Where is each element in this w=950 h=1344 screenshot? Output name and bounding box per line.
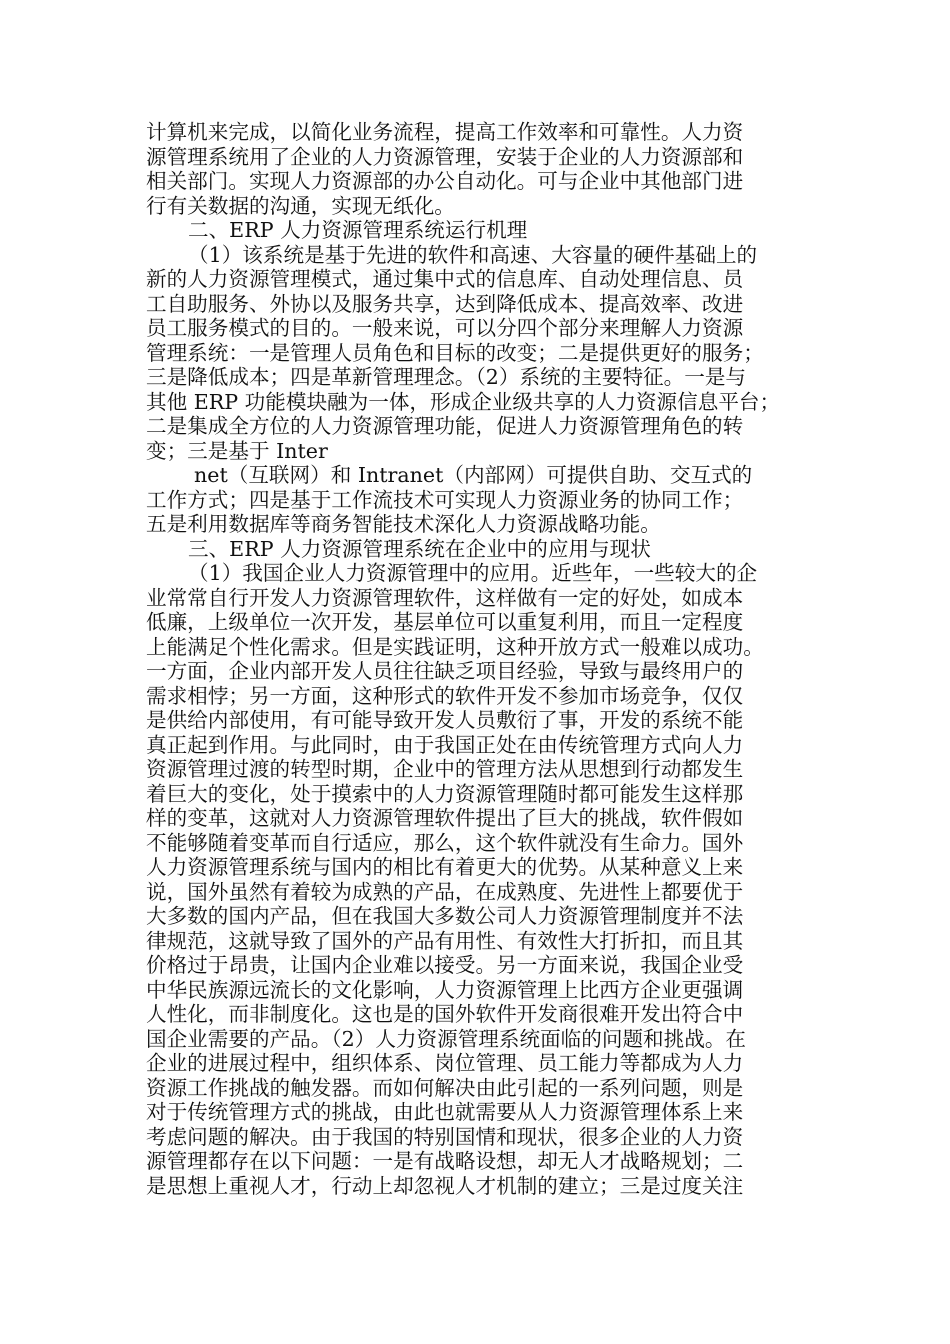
text-line: 资源管理过渡的转型时期，企业中的管理方法从思想到行动都发生: [146, 757, 744, 781]
text-line: 五是利用数据库等商务智能技术深化人力资源战略功能。: [146, 512, 661, 536]
text-line: 是供给内部使用，有可能导致开发人员敷衍了事，开发的系统不能: [146, 708, 744, 732]
text-line: 二是集成全方位的人力资源管理功能，促进人力资源管理角色的转: [146, 414, 744, 438]
text-line: 样的变革，这就对人力资源管理软件提出了巨大的挑战，软件假如: [146, 806, 744, 830]
text-line: 企业的进展过程中，组织体系、岗位管理、员工能力等都成为人力: [146, 1051, 744, 1075]
text-line: 计算机来完成，以简化业务流程，提高工作效率和可靠性。人力资: [146, 120, 744, 144]
text-line: 大多数的国内产品，但在我国大多数公司人力资源管理制度并不法: [146, 904, 744, 928]
text-line: 上能满足个性化需求。但是实践证明，这种开放方式一般难以成功。: [146, 634, 764, 659]
text-line: 员工服务模式的目的。一般来说，可以分四个部分来理解人力资源: [146, 316, 744, 340]
text-line: 中华民族源远流长的文化影响，人力资源管理上比西方企业更强调: [146, 977, 744, 1002]
text-line: 工自助服务、外协以及服务共享，达到降低成本、提高效率、改进: [146, 291, 744, 316]
text-line: 价格过于昂贵，让国内企业难以接受。另一方面来说，我国企业受: [146, 953, 744, 977]
text-line: （1）该系统是基于先进的软件和高速、大容量的硬件基础上的: [188, 242, 758, 267]
text-line: 二、ERP 人力资源管理系统运行机理: [188, 218, 528, 242]
text-line: 新的人力资源管理模式，通过集中式的信息库、自动处理信息、员: [146, 267, 744, 291]
text-line: 相关部门。实现人力资源部的办公自动化。可与企业中其他部门进: [146, 169, 744, 193]
text-line: 变；三是基于 Inter: [146, 438, 328, 463]
text-line: 源管理都存在以下问题：一是有战略设想，却无人才战略规划；二: [146, 1149, 744, 1173]
text-line: 真正起到作用。与此同时，由于我国正处在由传统管理方式向人力: [146, 732, 744, 757]
text-line: 对于传统管理方式的挑战，由此也就需要从人力资源管理体系上来: [146, 1100, 744, 1124]
text-line: 资源工作挑战的触发器。而如何解决由此引起的一系列问题，则是: [146, 1075, 744, 1100]
text-line: 说，国外虽然有着较为成熟的产品，在成熟度、先进性上都要优于: [146, 879, 744, 904]
text-line: 人力资源管理系统与国内的相比有着更大的优势。从某种意义上来: [146, 855, 744, 879]
text-line: net（互联网）和 Intranet（内部网）可提供自助、交互式的: [194, 463, 753, 487]
text-line: 管理系统：一是管理人员角色和目标的改变；二是提供更好的服务；: [146, 340, 764, 365]
text-line: 低廉，上级单位一次开发，基层单位可以重复利用，而且一定程度: [146, 610, 744, 634]
text-line: 国企业需要的产品。（2）人力资源管理系统面临的问题和挑战。在: [146, 1026, 747, 1051]
text-line: 需求相悖；另一方面，这种形式的软件开发不参加市场竞争，仅仅: [146, 683, 744, 708]
text-line: 考虑问题的解决。由于我国的特别国情和现状，很多企业的人力资: [146, 1124, 744, 1149]
text-line: 不能够随着变革而自行适应，那么，这个软件就没有生命力。国外: [146, 830, 744, 855]
text-line: （1）我国企业人力资源管理中的应用。近些年，一些较大的企: [188, 561, 758, 585]
document-body: [146, 120, 806, 1198]
text-line: 三、ERP 人力资源管理系统在企业中的应用与现状: [188, 536, 651, 561]
text-line: 工作方式；四是基于工作流技术可实现人力资源业务的协同工作；: [146, 487, 744, 512]
text-line: 律规范，这就导致了国外的产品有用性、有效性大打折扣，而且其: [146, 928, 744, 953]
text-line: 人性化，而非制度化。这也是的国外软件开发商很难开发出符合中: [146, 1002, 744, 1026]
text-line: 源管理系统用了企业的人力资源管理，安装于企业的人力资源部和: [146, 144, 744, 169]
text-line: 三是降低成本；四是革新管理理念。（2）系统的主要特征。一是与: [146, 365, 747, 389]
text-line: 其他 ERP 功能模块融为一体，形成企业级共享的人力资源信息平台；: [146, 389, 781, 414]
text-line: 一方面，企业内部开发人员往往缺乏项目经验，导致与最终用户的: [146, 659, 744, 683]
text-line: 行有关数据的沟通，实现无纸化。: [146, 193, 455, 218]
text-line: 业常常自行开发人力资源管理软件，这样做有一定的好处，如成本: [146, 585, 744, 610]
text-line: 着巨大的变化，处于摸索中的人力资源管理随时都可能发生这样那: [146, 781, 744, 806]
text-line: 是思想上重视人才，行动上却忽视人才机制的建立；三是过度关注: [146, 1173, 744, 1198]
